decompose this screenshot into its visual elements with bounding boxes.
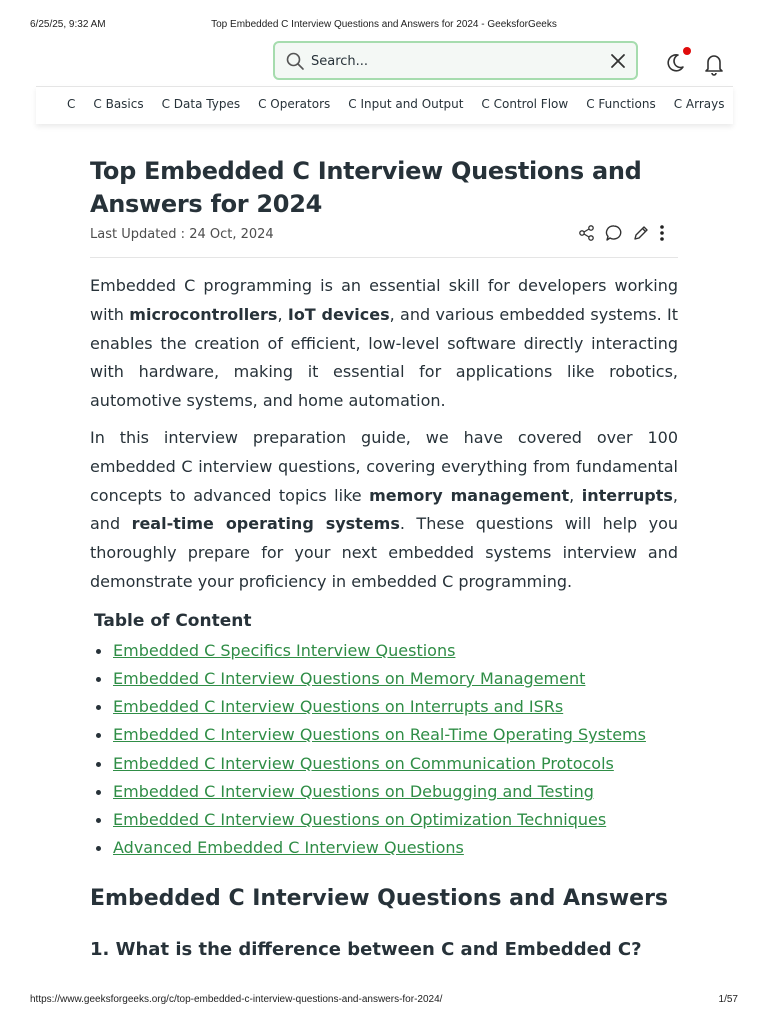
- dark-mode-icon[interactable]: [664, 52, 686, 74]
- article-meta: [90, 227, 678, 258]
- toc-item: [90, 806, 678, 834]
- toc-link[interactable]: Embedded C Interview Questions on Real-Time Operating Systems: [113, 725, 646, 745]
- nav-item[interactable]: C Functions: [586, 97, 656, 111]
- article-actions: [578, 223, 666, 243]
- para1-text-3: , and various embedded systems. It enables the creation of efficient, low-level software directly interacting with hardware, making it essential for applications like robotics, automotive systems, and home automation.: [90, 304, 678, 411]
- toc-link[interactable]: Embedded C Interview Questions on Interrupts and ISRs: [113, 697, 564, 717]
- toc-item: [90, 750, 678, 778]
- para2-bold-3: real-time operating systems: [131, 514, 400, 534]
- nav-items: [67, 97, 742, 111]
- toc-link[interactable]: Embedded C Specifics Interview Questions: [113, 640, 456, 660]
- search-icon: [285, 51, 305, 71]
- intro-paragraph: [90, 272, 678, 416]
- nav-item[interactable]: C Arrays: [673, 97, 725, 111]
- toc-item: [90, 834, 678, 862]
- print-title: Top Embedded C Interview Questions and Answers for 2024 - GeeksforGeeks: [211, 19, 557, 30]
- nav-item[interactable]: C Input and Output: [348, 97, 464, 111]
- section-heading: Embedded C Interview Questions and Answers: [90, 886, 669, 912]
- para1-text-1: Embedded C programming is an essential skill for developers working with: [90, 276, 678, 324]
- toc-link[interactable]: Embedded C Interview Questions on Optimization Techniques: [113, 809, 607, 829]
- page-title: Top Embedded C Interview Questions and Answers for 2024: [90, 157, 642, 218]
- more-options-icon[interactable]: [658, 223, 666, 243]
- toc-item: [90, 721, 678, 749]
- question-heading: 1. What is the difference between C and Embedded C?: [90, 939, 642, 961]
- guide-paragraph: [90, 424, 678, 597]
- print-footer: [0, 994, 768, 1024]
- last-updated: Last Updated : 24 Oct, 2024: [90, 227, 274, 242]
- print-url: https://www.geeksforgeeks.org/c/top-embedded-c-interview-questions-and-answers-for-2024/: [30, 994, 443, 1005]
- share-icon[interactable]: [578, 224, 596, 242]
- toc-link[interactable]: Embedded C Interview Questions on Memory Management: [113, 668, 586, 688]
- search-input[interactable]: [311, 50, 591, 72]
- para1-bold-1: microcontrollers: [129, 304, 278, 324]
- nav-item[interactable]: C Operators: [258, 97, 331, 111]
- para2-bold-2: interrupts: [581, 485, 673, 505]
- notification-dot: [683, 47, 691, 55]
- para2-text-4: . These questions will help you thoroughly prepare for your next embedded systems interview and demonstrate your proficiency in embedded C programming.: [90, 514, 679, 591]
- nav-item[interactable]: C Control Flow: [481, 97, 569, 111]
- article: [90, 155, 678, 960]
- print-header: [0, 0, 768, 40]
- para2-bold-1: memory management: [369, 485, 570, 505]
- para2-text-3: , and: [90, 485, 679, 534]
- table-of-contents: [90, 637, 678, 863]
- toc-link[interactable]: Embedded C Interview Questions on Communication Protocols: [113, 753, 614, 773]
- para2-text-2: ,: [569, 485, 582, 505]
- print-date: 6/25/25, 9:32 AM: [30, 19, 106, 30]
- para1-text-2: ,: [277, 304, 288, 324]
- category-nav: [36, 86, 733, 124]
- print-page-number: 1/57: [718, 994, 738, 1005]
- search-box[interactable]: [273, 41, 638, 80]
- toc-link[interactable]: Advanced Embedded C Interview Questions: [113, 838, 464, 858]
- bell-icon[interactable]: [703, 52, 725, 76]
- nav-item[interactable]: C Data Types: [161, 97, 241, 111]
- toc-item: [90, 665, 678, 693]
- toc-item: [90, 693, 678, 721]
- edit-icon[interactable]: [632, 224, 650, 242]
- para2-text-1: In this interview preparation guide, we have covered over 100 embedded C interview questions, covering everything from fundamental concepts to advanced topics like: [90, 427, 678, 505]
- para1-bold-2: IoT devices: [287, 304, 390, 324]
- toc-item: [90, 637, 678, 665]
- toc-link[interactable]: Embedded C Interview Questions on Debugging and Testing: [113, 781, 594, 801]
- close-icon[interactable]: [608, 51, 628, 71]
- toc-title: Table of Content: [94, 610, 252, 631]
- nav-item[interactable]: C: [67, 97, 76, 111]
- comment-icon[interactable]: [604, 223, 624, 243]
- nav-item[interactable]: C Basics: [93, 97, 144, 111]
- toc-item: [90, 778, 678, 806]
